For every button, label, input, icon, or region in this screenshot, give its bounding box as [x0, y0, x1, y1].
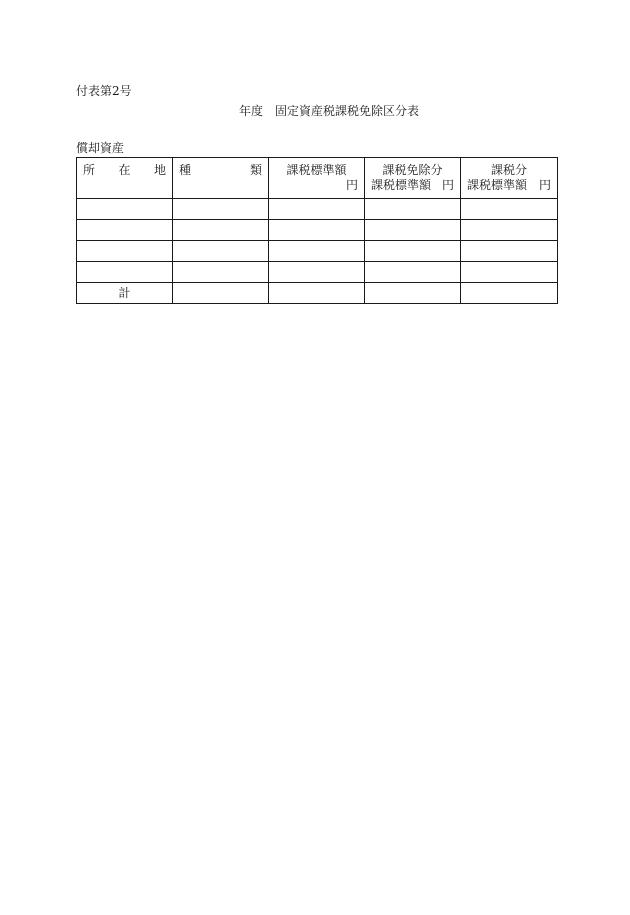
cell-taxable-standard[interactable] — [269, 241, 365, 262]
total-cell-taxed-portion[interactable] — [461, 283, 558, 304]
header-taxed-portion-unit: 円 — [538, 178, 551, 192]
cell-location[interactable] — [77, 241, 173, 262]
section-label: 償却資産 — [76, 141, 125, 155]
cell-taxable-standard[interactable] — [269, 220, 365, 241]
cell-type[interactable] — [173, 199, 269, 220]
header-exempt-portion-sublabel: 課税標準額 — [371, 178, 432, 192]
cell-location[interactable] — [77, 262, 173, 283]
header-location-char: 所 — [83, 163, 96, 177]
table-row — [77, 262, 558, 283]
total-cell-type — [173, 283, 269, 304]
header-taxable-standard-unit: 円 — [345, 178, 358, 192]
header-taxed-portion-label: 課税分 — [490, 163, 527, 177]
header-location — [77, 158, 173, 199]
total-cell-exempt-portion[interactable] — [365, 283, 461, 304]
cell-type[interactable] — [173, 220, 269, 241]
form-number: 付表第2号 — [76, 84, 132, 98]
cell-taxed-portion[interactable] — [461, 199, 558, 220]
table-row — [77, 220, 558, 241]
cell-type[interactable] — [173, 241, 269, 262]
cell-taxed-portion[interactable] — [461, 220, 558, 241]
header-exempt-portion-unit: 円 — [441, 178, 454, 192]
cell-exempt-portion[interactable] — [365, 262, 461, 283]
header-type-char: 類 — [249, 163, 262, 177]
header-exempt-portion-label: 課税免除分 — [382, 163, 443, 177]
header-type-char: 種 — [179, 163, 192, 177]
header-row — [77, 158, 558, 199]
total-cell-taxable-standard[interactable] — [269, 283, 365, 304]
header-location-char: 地 — [153, 163, 166, 177]
header-taxable-standard — [269, 158, 365, 199]
total-label: 計 — [77, 283, 173, 304]
cell-taxable-standard[interactable] — [269, 199, 365, 220]
header-taxed-portion — [461, 158, 558, 199]
cell-taxed-portion[interactable] — [461, 241, 558, 262]
header-exempt-portion-line2 — [371, 178, 454, 193]
header-taxed-portion-sublabel: 課税標準額 — [467, 178, 528, 192]
header-taxable-standard-label: 課税標準額 — [286, 163, 347, 177]
cell-type[interactable] — [173, 262, 269, 283]
table-row — [77, 199, 558, 220]
header-location-char: 在 — [118, 163, 131, 177]
cell-location[interactable] — [77, 199, 173, 220]
document-title: 年度 固定資産税課税免除区分表 — [239, 104, 420, 118]
header-type — [173, 158, 269, 199]
total-row — [77, 283, 558, 304]
depreciable-assets-table — [76, 157, 558, 304]
header-taxed-portion-line2 — [467, 178, 551, 193]
cell-exempt-portion[interactable] — [365, 199, 461, 220]
cell-location[interactable] — [77, 220, 173, 241]
header-exempt-portion — [365, 158, 461, 199]
cell-exempt-portion[interactable] — [365, 241, 461, 262]
table-row — [77, 241, 558, 262]
cell-taxable-standard[interactable] — [269, 262, 365, 283]
cell-taxed-portion[interactable] — [461, 262, 558, 283]
cell-exempt-portion[interactable] — [365, 220, 461, 241]
